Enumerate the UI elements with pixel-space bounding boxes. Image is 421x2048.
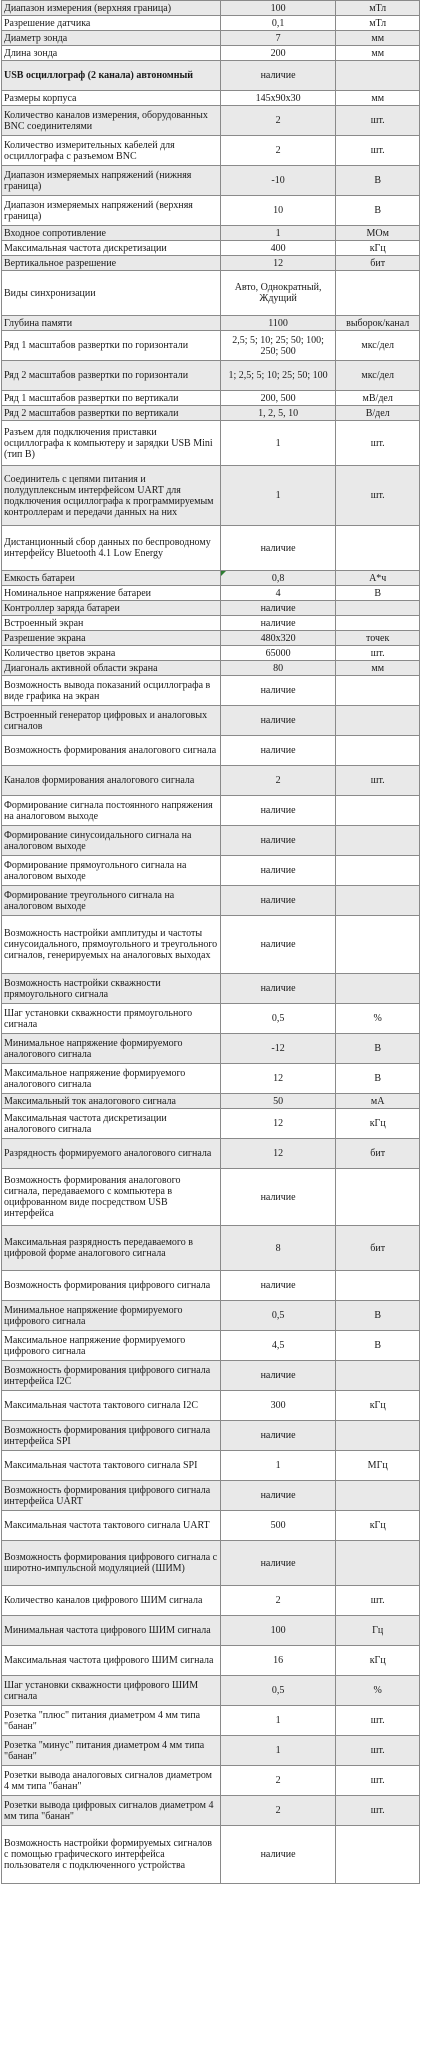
spec-value-cell: наличие <box>220 1361 336 1391</box>
table-row <box>2 391 420 406</box>
spec-value-cell: 0,8 <box>220 571 336 586</box>
table-row <box>2 91 420 106</box>
spec-unit-cell: бит <box>336 1139 420 1169</box>
table-row <box>2 271 420 316</box>
spec-name-cell: Формирование прямоугольного сигнала на аналоговом выходе <box>2 856 221 886</box>
spec-name-cell: Возможность настройки скважности прямоугольного сигнала <box>2 974 221 1004</box>
spec-name-cell: Максимальная разрядность передаваемого в цифровой форме аналогового сигнала <box>2 1226 221 1271</box>
spec-unit-cell: выборок/канал <box>336 316 420 331</box>
spec-name-cell: Вертикальное разрешение <box>2 256 221 271</box>
spec-name-cell: Диагональ активной области экрана <box>2 661 221 676</box>
spec-value-cell: 16 <box>220 1646 336 1676</box>
table-row <box>2 1226 420 1271</box>
spec-name-cell: Диапазон измеряемых напряжений (нижняя граница) <box>2 166 221 196</box>
spec-unit-cell: В/дел <box>336 406 420 421</box>
spec-name-cell: Формирование треугольного сигнала на аналоговом выходе <box>2 886 221 916</box>
table-row <box>2 571 420 586</box>
spec-value-cell: наличие <box>220 526 336 571</box>
table-row <box>2 1541 420 1586</box>
spec-unit-cell: шт. <box>336 766 420 796</box>
spec-unit-cell <box>336 676 420 706</box>
spec-value-cell: наличие <box>220 974 336 1004</box>
spec-value-cell: наличие <box>220 61 336 91</box>
spec-name-cell: Количество цветов экрана <box>2 646 221 661</box>
table-row <box>2 586 420 601</box>
spec-value-cell: 500 <box>220 1511 336 1541</box>
spec-value-cell: 50 <box>220 1094 336 1109</box>
spec-value-cell: 2,5; 5; 10; 25; 50; 100; 250; 500 <box>220 331 336 361</box>
spec-value-cell: 145x90x30 <box>220 91 336 106</box>
spec-name-cell: Шаг установки скважности прямоугольного сигнала <box>2 1004 221 1034</box>
spec-name-cell: Максимальная частота дискретизации аналогового сигнала <box>2 1109 221 1139</box>
spec-unit-cell: % <box>336 1676 420 1706</box>
spec-name-cell: Формирование синусоидального сигнала на аналоговом выходе <box>2 826 221 856</box>
spec-name-cell: Розетки вывода аналоговых сигналов диаметром 4 мм типа "банан" <box>2 1766 221 1796</box>
table-row <box>2 1586 420 1616</box>
spec-unit-cell <box>336 826 420 856</box>
specifications-table-body <box>2 1 420 1884</box>
spec-name-cell: Глубина памяти <box>2 316 221 331</box>
table-row <box>2 1826 420 1884</box>
spec-name-cell: Ряд 1 масштабов развертки по горизонтали <box>2 331 221 361</box>
spec-name-cell: Количество каналов цифрового ШИМ сигнала <box>2 1586 221 1616</box>
spec-unit-cell <box>336 796 420 826</box>
spec-name-cell: Длина зонда <box>2 46 221 61</box>
spec-unit-cell: мВ/дел <box>336 391 420 406</box>
spec-name-cell: Возможность настройки амплитуды и частоты синусоидального, прямоугольного и треугольного сигналов, генерируемых на аналоговых выходах <box>2 916 221 974</box>
spec-value-cell: 1 <box>220 1706 336 1736</box>
spec-unit-cell: мм <box>336 91 420 106</box>
spec-value-cell: 65000 <box>220 646 336 661</box>
spec-unit-cell: шт. <box>336 106 420 136</box>
spec-unit-cell <box>336 1481 420 1511</box>
spec-value-cell: 7 <box>220 31 336 46</box>
spec-unit-cell: точек <box>336 631 420 646</box>
spec-name-cell: Соединитель с цепями питания и полудуплексным интерфейсом UART для подключения осциллографа к программируемым контроллерам и передачи данных на них <box>2 466 221 526</box>
spec-name-cell: Розетка "плюс" питания диаметром 4 мм типа "банан" <box>2 1706 221 1736</box>
table-row <box>2 466 420 526</box>
spec-value-cell: наличие <box>220 856 336 886</box>
spec-value-cell: 12 <box>220 1064 336 1094</box>
spec-value-cell: 300 <box>220 1391 336 1421</box>
spec-value-cell: 2 <box>220 1586 336 1616</box>
table-row <box>2 1736 420 1766</box>
table-row <box>2 1421 420 1451</box>
table-row <box>2 1109 420 1139</box>
spec-value-cell: 480x320 <box>220 631 336 646</box>
table-row <box>2 196 420 226</box>
spec-name-cell: Разрешение экрана <box>2 631 221 646</box>
table-row <box>2 1766 420 1796</box>
spec-unit-cell: В <box>336 586 420 601</box>
spec-unit-cell: МГц <box>336 1451 420 1481</box>
spec-value-cell: 1 <box>220 421 336 466</box>
spec-name-cell: Встроенный генератор цифровых и аналоговых сигналов <box>2 706 221 736</box>
spec-name-cell: Каналов формирования аналогового сигнала <box>2 766 221 796</box>
table-row <box>2 856 420 886</box>
table-row <box>2 406 420 421</box>
table-row <box>2 1169 420 1226</box>
table-row <box>2 616 420 631</box>
spec-unit-cell: шт. <box>336 1796 420 1826</box>
spec-value-cell: 4,5 <box>220 1331 336 1361</box>
table-row <box>2 16 420 31</box>
spec-unit-cell: В <box>336 1301 420 1331</box>
table-row <box>2 226 420 241</box>
spec-unit-cell <box>336 1271 420 1301</box>
spec-name-cell: Формирование сигнала постоянного напряжения на аналоговом выходе <box>2 796 221 826</box>
spec-name-cell: Емкость батареи <box>2 571 221 586</box>
spec-unit-cell: Гц <box>336 1616 420 1646</box>
spec-value-cell: -10 <box>220 166 336 196</box>
spec-value-cell: 1100 <box>220 316 336 331</box>
spec-unit-cell <box>336 706 420 736</box>
spec-value-cell: наличие <box>220 1541 336 1586</box>
spec-unit-cell: шт. <box>336 1706 420 1736</box>
spec-value-cell: 2 <box>220 106 336 136</box>
spec-value-cell: наличие <box>220 1169 336 1226</box>
table-row <box>2 136 420 166</box>
spec-name-cell: Розетка "минус" питания диаметром 4 мм типа "банан" <box>2 1736 221 1766</box>
table-row <box>2 1301 420 1331</box>
spec-name-cell: Возможность формирования цифрового сигнала интерфейса I2C <box>2 1361 221 1391</box>
spec-name-cell: Возможность формирования цифрового сигнала интерфейса SPI <box>2 1421 221 1451</box>
spec-value-cell: наличие <box>220 826 336 856</box>
spec-unit-cell: В <box>336 1331 420 1361</box>
spec-unit-cell <box>336 1169 420 1226</box>
spec-value-cell: 200, 500 <box>220 391 336 406</box>
spec-name-cell: Возможность формирования цифрового сигнала интерфейса UART <box>2 1481 221 1511</box>
table-row <box>2 1004 420 1034</box>
table-row <box>2 886 420 916</box>
spec-name-cell: Ряд 2 масштабов развертки по вертикали <box>2 406 221 421</box>
spec-unit-cell <box>336 974 420 1004</box>
spec-name-cell: Максимальная частота дискретизации <box>2 241 221 256</box>
spec-name-cell: Встроенный экран <box>2 616 221 631</box>
spec-name-cell: Разрядность формируемого аналогового сигнала <box>2 1139 221 1169</box>
specifications-table <box>1 0 420 1884</box>
spec-name-cell: Ряд 1 масштабов развертки по вертикали <box>2 391 221 406</box>
spec-value-cell: -12 <box>220 1034 336 1064</box>
spec-value-cell: наличие <box>220 601 336 616</box>
spec-value-cell: наличие <box>220 1421 336 1451</box>
table-row <box>2 1511 420 1541</box>
spec-unit-cell: мм <box>336 31 420 46</box>
table-row <box>2 46 420 61</box>
spec-value-cell: 100 <box>220 1 336 16</box>
spec-unit-cell <box>336 526 420 571</box>
spec-name-cell: Минимальное напряжение формируемого аналогового сигнала <box>2 1034 221 1064</box>
spec-unit-cell: В <box>336 1064 420 1094</box>
table-row <box>2 916 420 974</box>
spec-value-cell: 2 <box>220 136 336 166</box>
spec-unit-cell: % <box>336 1004 420 1034</box>
spec-unit-cell <box>336 1541 420 1586</box>
spec-unit-cell: мА <box>336 1094 420 1109</box>
spec-unit-cell: шт. <box>336 1586 420 1616</box>
spec-value-cell: наличие <box>220 796 336 826</box>
spec-name-cell: Минимальное напряжение формируемого цифрового сигнала <box>2 1301 221 1331</box>
spec-value-cell: 12 <box>220 1109 336 1139</box>
table-row <box>2 256 420 271</box>
table-row <box>2 1796 420 1826</box>
spec-value-cell: наличие <box>220 1826 336 1884</box>
spec-unit-cell: бит <box>336 1226 420 1271</box>
table-row <box>2 974 420 1004</box>
spec-unit-cell: шт. <box>336 466 420 526</box>
spec-value-cell: наличие <box>220 916 336 974</box>
table-row <box>2 631 420 646</box>
table-row <box>2 316 420 331</box>
spec-value-cell: наличие <box>220 616 336 631</box>
table-row <box>2 1361 420 1391</box>
spec-name-cell: Ряд 2 масштабов развертки по горизонтали <box>2 361 221 391</box>
spec-value-cell: 1; 2,5; 5; 10; 25; 50; 100 <box>220 361 336 391</box>
table-row <box>2 166 420 196</box>
spec-value-cell: 0,1 <box>220 16 336 31</box>
spec-name-cell: Диапазон измерения (верхняя граница) <box>2 1 221 16</box>
spec-unit-cell: В <box>336 196 420 226</box>
spec-unit-cell <box>336 1361 420 1391</box>
spec-unit-cell <box>336 856 420 886</box>
spec-value-cell: 1 <box>220 1451 336 1481</box>
spec-name-cell: Возможность формирования аналогового сигнала <box>2 736 221 766</box>
spec-name-cell: Возможность формирования цифрового сигнала <box>2 1271 221 1301</box>
spec-name-cell: Максимальное напряжение формируемого аналогового сигнала <box>2 1064 221 1094</box>
table-row <box>2 661 420 676</box>
spec-value-cell: Авто, Однократный, Ждущий <box>220 271 336 316</box>
table-row <box>2 106 420 136</box>
spec-name-cell: Дистанционный сбор данных по беспроводному интерфейсу Bluetooth 4.1 Low Energy <box>2 526 221 571</box>
spec-unit-cell: мТл <box>336 1 420 16</box>
spec-name-cell: Разрешение датчика <box>2 16 221 31</box>
table-row <box>2 1646 420 1676</box>
spec-unit-cell: кГц <box>336 1646 420 1676</box>
table-row <box>2 1034 420 1064</box>
spec-name-cell: Разъем для подключения приставки осциллографа к компьютеру и зарядки USB Mini (тип B) <box>2 421 221 466</box>
table-row <box>2 31 420 46</box>
spec-unit-cell: кГц <box>336 1391 420 1421</box>
spec-name-cell: Количество измерительных кабелей для осциллографа с разъемом BNC <box>2 136 221 166</box>
spec-unit-cell <box>336 916 420 974</box>
spec-value-cell: 10 <box>220 196 336 226</box>
spec-value-cell: 1, 2, 5, 10 <box>220 406 336 421</box>
table-row <box>2 1271 420 1301</box>
spec-name-cell: USB осциллограф (2 канала) автономный <box>2 61 221 91</box>
spec-name-cell: Входное сопротивление <box>2 226 221 241</box>
table-row <box>2 421 420 466</box>
table-row <box>2 601 420 616</box>
spec-value-cell: наличие <box>220 886 336 916</box>
table-row <box>2 1331 420 1361</box>
spec-unit-cell <box>336 1421 420 1451</box>
table-row <box>2 706 420 736</box>
spec-name-cell: Максимальный ток аналогового сигнала <box>2 1094 221 1109</box>
spec-value-cell: 100 <box>220 1616 336 1646</box>
spec-unit-cell: мТл <box>336 16 420 31</box>
spec-name-cell: Диаметр зонда <box>2 31 221 46</box>
spec-unit-cell: мм <box>336 46 420 61</box>
table-row <box>2 361 420 391</box>
spec-value-cell: 0,5 <box>220 1004 336 1034</box>
spec-name-cell: Количество каналов измерения, оборудованных BNC соединителями <box>2 106 221 136</box>
spec-value-cell: наличие <box>220 1481 336 1511</box>
spec-unit-cell: А*ч <box>336 571 420 586</box>
spec-unit-cell <box>336 886 420 916</box>
table-row <box>2 736 420 766</box>
spec-value-cell: 8 <box>220 1226 336 1271</box>
spec-unit-cell <box>336 601 420 616</box>
spec-value-cell: 2 <box>220 766 336 796</box>
spec-name-cell: Шаг установки скважности цифрового ШИМ сигнала <box>2 1676 221 1706</box>
spec-value-cell: 400 <box>220 241 336 256</box>
spec-name-cell: Возможность формирования аналогового сигнала, передаваемого с компьютера в оцифрованном виде посредством USB интерфейса <box>2 1169 221 1226</box>
spec-name-cell: Максимальная частота тактового сигнала I2C <box>2 1391 221 1421</box>
spec-name-cell: Максимальная частота цифрового ШИМ сигнала <box>2 1646 221 1676</box>
spec-name-cell: Возможность настройки формируемых сигналов с помощью графического интерфейса пользователя с подключенного устройства <box>2 1826 221 1884</box>
spec-unit-cell: шт. <box>336 646 420 661</box>
table-row <box>2 766 420 796</box>
spec-value-cell: 12 <box>220 1139 336 1169</box>
table-row <box>2 646 420 661</box>
spec-unit-cell: МОм <box>336 226 420 241</box>
spec-name-cell: Размеры корпуса <box>2 91 221 106</box>
spec-unit-cell <box>336 736 420 766</box>
table-row <box>2 1451 420 1481</box>
spec-value-cell: 2 <box>220 1766 336 1796</box>
spec-value-cell: 1 <box>220 1736 336 1766</box>
spec-name-cell: Максимальное напряжение формируемого цифрового сигнала <box>2 1331 221 1361</box>
spec-unit-cell: кГц <box>336 1109 420 1139</box>
spec-value-cell: наличие <box>220 676 336 706</box>
spec-name-cell: Возможность формирования цифрового сигнала с широтно-импульсной модуляцией (ШИМ) <box>2 1541 221 1586</box>
table-row <box>2 1481 420 1511</box>
spec-value-cell: 4 <box>220 586 336 601</box>
spec-value-cell: наличие <box>220 736 336 766</box>
spec-value-cell: 0,5 <box>220 1676 336 1706</box>
spec-unit-cell: В <box>336 166 420 196</box>
spec-unit-cell: мм <box>336 661 420 676</box>
table-row <box>2 796 420 826</box>
table-row <box>2 61 420 91</box>
spec-unit-cell: В <box>336 1034 420 1064</box>
spec-unit-cell <box>336 1826 420 1884</box>
spec-unit-cell: мкс/дел <box>336 331 420 361</box>
spec-name-cell: Розетки вывода цифровых сигналов диаметром 4 мм типа "банан" <box>2 1796 221 1826</box>
spec-name-cell: Возможность вывода показаний осциллографа в виде графика на экран <box>2 676 221 706</box>
spec-unit-cell: шт. <box>336 1736 420 1766</box>
spec-name-cell: Контроллер заряда батареи <box>2 601 221 616</box>
spec-value-cell: 1 <box>220 466 336 526</box>
table-row <box>2 1706 420 1736</box>
spec-value-cell: 200 <box>220 46 336 61</box>
spec-value-cell: 1 <box>220 226 336 241</box>
table-row <box>2 676 420 706</box>
table-row <box>2 1094 420 1109</box>
spec-value-cell: 2 <box>220 1796 336 1826</box>
table-row <box>2 241 420 256</box>
table-row <box>2 1139 420 1169</box>
spec-unit-cell: шт. <box>336 1766 420 1796</box>
spec-unit-cell: кГц <box>336 1511 420 1541</box>
spec-value-cell: наличие <box>220 706 336 736</box>
spec-unit-cell <box>336 616 420 631</box>
spec-name-cell: Максимальная частота тактового сигнала SPI <box>2 1451 221 1481</box>
spec-value-cell: 12 <box>220 256 336 271</box>
spec-unit-cell <box>336 61 420 91</box>
table-row <box>2 1676 420 1706</box>
table-row <box>2 526 420 571</box>
spec-unit-cell: мкс/дел <box>336 361 420 391</box>
spec-unit-cell: бит <box>336 256 420 271</box>
spec-unit-cell: шт. <box>336 136 420 166</box>
spec-value-cell: 80 <box>220 661 336 676</box>
spec-name-cell: Диапазон измеряемых напряжений (верхняя граница) <box>2 196 221 226</box>
spec-name-cell: Минимальная частота цифрового ШИМ сигнала <box>2 1616 221 1646</box>
spec-name-cell: Максимальная частота тактового сигнала UART <box>2 1511 221 1541</box>
table-row <box>2 1 420 16</box>
table-row <box>2 331 420 361</box>
spec-value-cell: наличие <box>220 1271 336 1301</box>
spec-unit-cell: шт. <box>336 421 420 466</box>
spec-unit-cell: кГц <box>336 241 420 256</box>
spec-name-cell: Номинальное напряжение батареи <box>2 586 221 601</box>
spec-value-cell: 0,5 <box>220 1301 336 1331</box>
spec-unit-cell <box>336 271 420 316</box>
spec-name-cell: Виды синхронизации <box>2 271 221 316</box>
table-row <box>2 1064 420 1094</box>
table-row <box>2 826 420 856</box>
table-row <box>2 1616 420 1646</box>
table-row <box>2 1391 420 1421</box>
